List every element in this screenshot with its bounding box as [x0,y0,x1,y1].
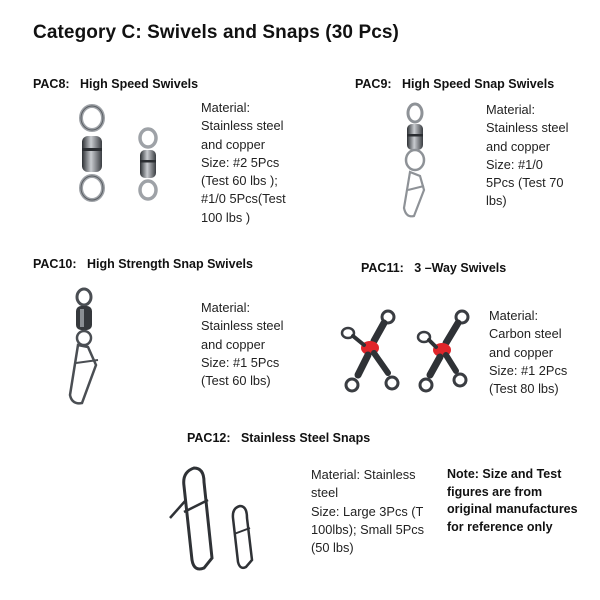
three-way-swivels-icon [330,305,480,400]
product-description-pac10: Material: Stainless steel and copper Size: #1 5Pcs (Test 60 lbs) [201,300,284,389]
strength-snap-swivel-icon [62,285,112,410]
page-title: Category C: Swivels and Snaps (30 Pcs) [33,22,399,43]
product-description-pac8: Material: Stainless steel and copper Size: #2 5Pcs (Test 60 lbs ); #1/0 5Pcs(Test 100 lbs ) [201,100,286,225]
product-code: PAC12: [187,431,231,445]
product-description-pac9: Material: Stainless steel and copper Size: #1/0 5Pcs (Test 70 lbs) [486,102,569,209]
product-heading-pac12 [187,431,370,445]
product-heading-pac10 [33,257,253,271]
stainless-snaps-icon [160,460,280,580]
product-heading-pac9 [355,77,554,91]
reference-note: Note: Size and Test figures are from original manufactures for reference only [447,467,578,534]
product-heading-pac8 [33,77,198,91]
snap-swivel-icon [390,100,450,230]
product-code: PAC9: [355,77,392,91]
product-name: High Strength Snap Swivels [86,257,253,271]
product-description-pac11: Material: Carbon steel and copper Size: #1 2Pcs (Test 80 lbs) [489,308,568,397]
product-name: High Speed Snap Swivels [402,77,555,91]
product-name: 3 –Way Swivels [414,261,507,275]
product-heading-pac11 [361,261,506,275]
product-name: Stainless Steel Snaps [240,431,371,445]
product-code: PAC11: [361,261,404,275]
barrel-swivels-icon [60,100,180,220]
product-code: PAC8: [33,77,70,91]
product-code: PAC10: [33,257,77,271]
product-name: High Speed Swivels [80,77,199,91]
product-description-pac12: Material: Stainless steel Size: Large 3Pcs (T 100lbs); Small 5Pcs (50 lbs) [311,467,425,556]
